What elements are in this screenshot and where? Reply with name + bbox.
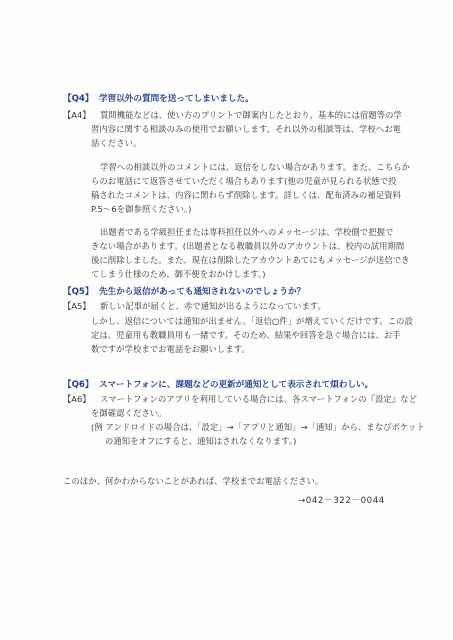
answer-a4-line: 稿されたコメントは、内容に関わらず削除します。詳しくは、配布済みの補足資料	[91, 190, 402, 200]
question-q5-text: 先生から返信があっても通知されないのでしょうか？	[99, 287, 306, 297]
answer-a4-line: てしまう仕様のため、御不便をおかけします。)	[91, 269, 266, 279]
answer-a4-line: 話ください。	[91, 138, 142, 148]
answer-a5-line: 数ですが学校までお電話をお願いします。	[91, 344, 250, 354]
answer-a4-tag: 【A4】	[63, 110, 91, 120]
question-q6	[63, 378, 373, 390]
question-q5	[63, 285, 305, 297]
answer-a4-line: P.5～6を御参照ください。)	[91, 204, 192, 214]
answer-a4-line: 後に削除しました。また、現在は削除したアカウントあてにもメッセージが送信でき	[91, 255, 410, 265]
answer-a6-line: の通知をオフにすると、通知はされなくなります。)	[105, 436, 297, 446]
answer-a5-line: 新しい記事が届くと、赤で通知が出るようになっています。	[100, 301, 327, 311]
answer-a5-line: 定は、児童用も教職員用も一緒です。そのため、結果や回答を急ぐ場合には、お手	[91, 330, 401, 340]
answer-a4-line: 出題者である学級担任または専科担任以外へのメッセージは、学校側で把握で	[100, 227, 394, 237]
answer-a4-line: らのお電話にて返答させていただく場合もあります(他の児童が見られる状態で投	[91, 176, 397, 186]
answer-a4-line: 学習への相談以外のコメントには、返信をしない場合があります。また、こちらか	[100, 162, 411, 172]
answer-a6-tag: 【A6】	[63, 394, 91, 404]
question-q5-tag: 【Q5】	[63, 287, 94, 297]
answer-a6-line: スマートフォンのアプリを利用している場合には、各スマートフォンの『設定』など	[100, 394, 418, 404]
question-q6-text: スマートフォンに、課題などの更新が通知として表示されて煩わしい。	[99, 380, 374, 390]
answer-a5-tag: 【A5】	[63, 301, 91, 311]
question-q6-tag: 【Q6】	[63, 380, 94, 390]
closing-note: このほか、何かわからないことがあれば、学校までお電話ください。	[63, 476, 324, 486]
school-phone-number: →042－322－0044	[298, 496, 385, 506]
question-q4-tag: 【Q4】	[63, 94, 94, 104]
answer-a6-line: を御確認ください。	[91, 408, 167, 418]
question-q4-text: 学習以外の質問を送ってしまいました。	[99, 94, 254, 104]
answer-a5-line: しかし、返信については通知が出ません。「返信○件」が増えていくだけです。この設	[91, 316, 413, 326]
answer-a6-line: (例 アンドロイドの場合は、「設定」→「アプリと通知」→「通知」から、まなびポケット	[91, 422, 425, 432]
answer-a4-line: きない場合があります。(出題者となる教職員以外のアカウントは、校内の試用期間	[91, 241, 405, 251]
answer-a4-line: 習内容に関する相談のみの使用でお願いします。それ以外の相談等は、学校へお電	[91, 124, 402, 134]
question-q4	[63, 92, 254, 104]
answer-a4-line: 質問機能などは、使い方のプリントで御案内したとおり、基本的には宿題等の学	[100, 110, 402, 120]
